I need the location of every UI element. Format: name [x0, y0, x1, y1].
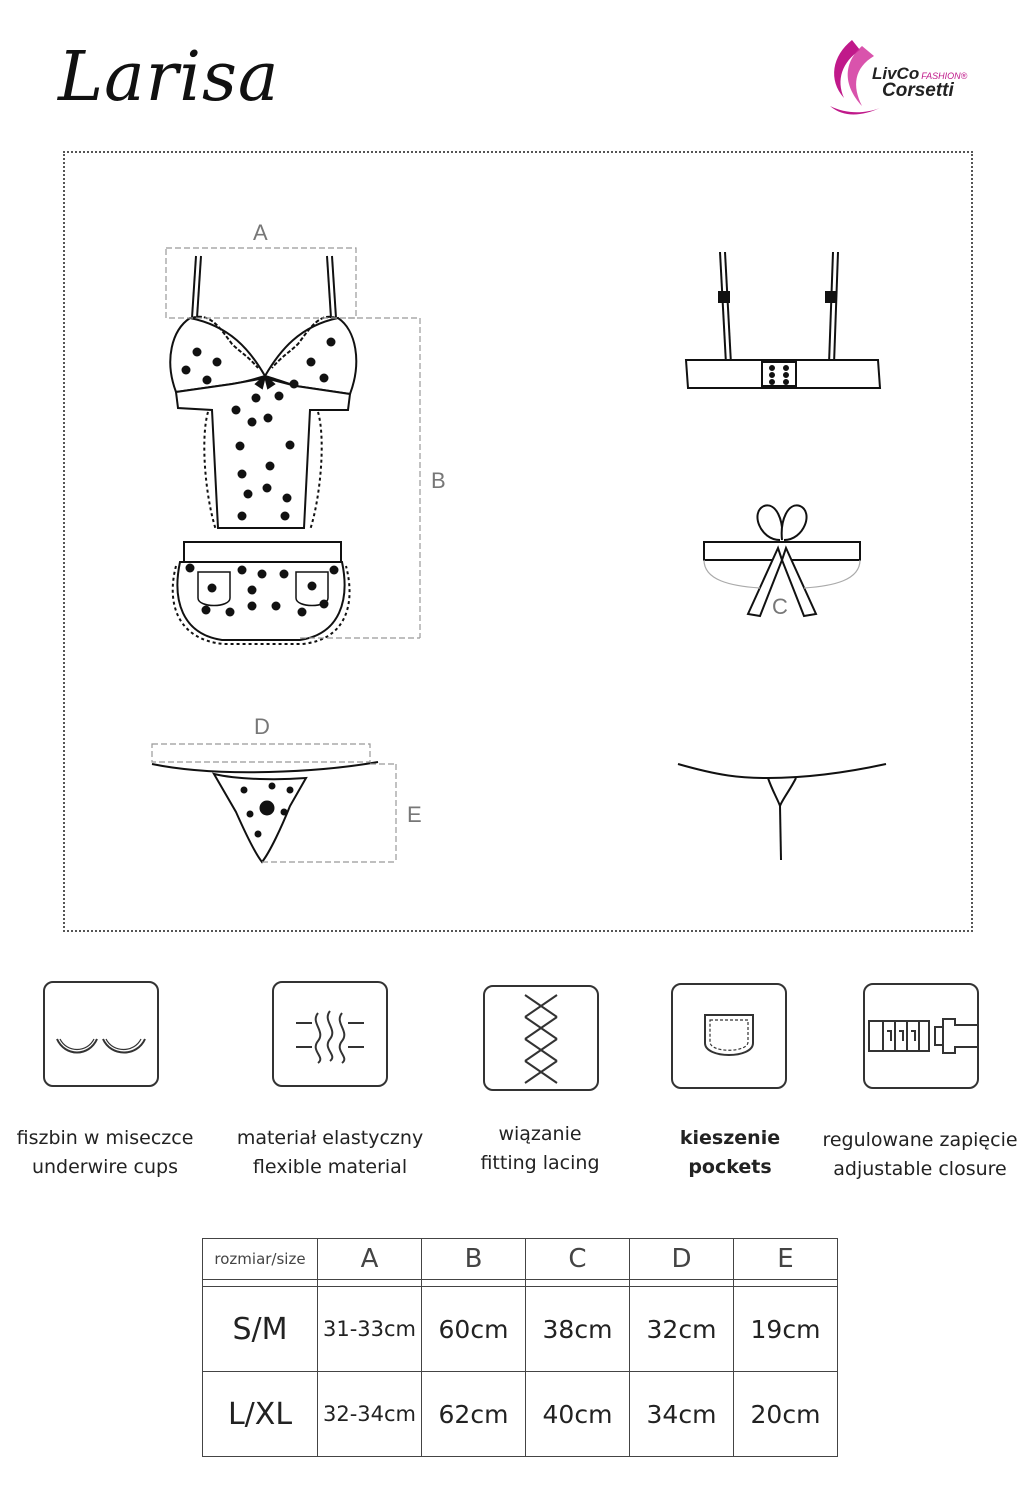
size-cell: L/XL	[203, 1372, 318, 1457]
adjustable-closure-icon	[863, 983, 979, 1089]
size-cell: S/M	[203, 1287, 318, 1372]
underwire-cups-icon	[43, 981, 159, 1087]
value-cell: 62cm	[422, 1372, 526, 1457]
header-a: A	[318, 1239, 422, 1280]
dimension-label-e: E	[407, 802, 422, 827]
flexible-material-icon	[272, 981, 388, 1087]
pocket-icon	[671, 983, 787, 1089]
feature-label-underwire: fiszbin w miseczce underwire cups	[16, 1127, 194, 1178]
dimension-label-b: B	[431, 468, 446, 493]
thong-back-drawing	[678, 764, 886, 860]
feature-label-flexible: materiał elastyczny flexible material	[236, 1127, 424, 1178]
header-size: rozmiar/size	[203, 1239, 318, 1280]
value-cell: 20cm	[734, 1372, 838, 1457]
header-b: B	[422, 1239, 526, 1280]
feature-label-closure: regulowane zapięcie adjustable closure	[822, 1129, 1018, 1180]
bodysuit-drawing	[170, 256, 356, 644]
table-gap	[203, 1280, 838, 1287]
value-cell: 40cm	[526, 1372, 630, 1457]
table-row	[203, 1372, 838, 1457]
size-table-header	[203, 1239, 838, 1280]
value-cell: 31-33cm	[318, 1287, 422, 1372]
dimension-label-d: D	[254, 714, 270, 739]
brand-name-line2: Corsetti	[882, 80, 954, 101]
feature-label-pockets: kieszenie pockets	[679, 1127, 781, 1178]
value-cell: 34cm	[630, 1372, 734, 1457]
feature-label-lacing: wiązanie fitting lacing	[480, 1123, 600, 1174]
value-cell: 32-34cm	[318, 1372, 422, 1457]
size-table	[202, 1238, 838, 1457]
lacing-icon	[483, 985, 599, 1091]
value-cell: 19cm	[734, 1287, 838, 1372]
value-cell: 60cm	[422, 1287, 526, 1372]
table-row	[203, 1287, 838, 1372]
bra-back-drawing	[686, 252, 880, 388]
value-cell: 32cm	[630, 1287, 734, 1372]
dimension-label-c: C	[772, 594, 788, 619]
value-cell: 38cm	[526, 1287, 630, 1372]
header-c: C	[526, 1239, 630, 1280]
brand-name: LivCo FASHION®	[872, 64, 968, 83]
product-title: Larisa	[58, 38, 280, 117]
header-d: D	[630, 1239, 734, 1280]
dimension-label-a: A	[253, 220, 268, 245]
header-e: E	[734, 1239, 838, 1280]
